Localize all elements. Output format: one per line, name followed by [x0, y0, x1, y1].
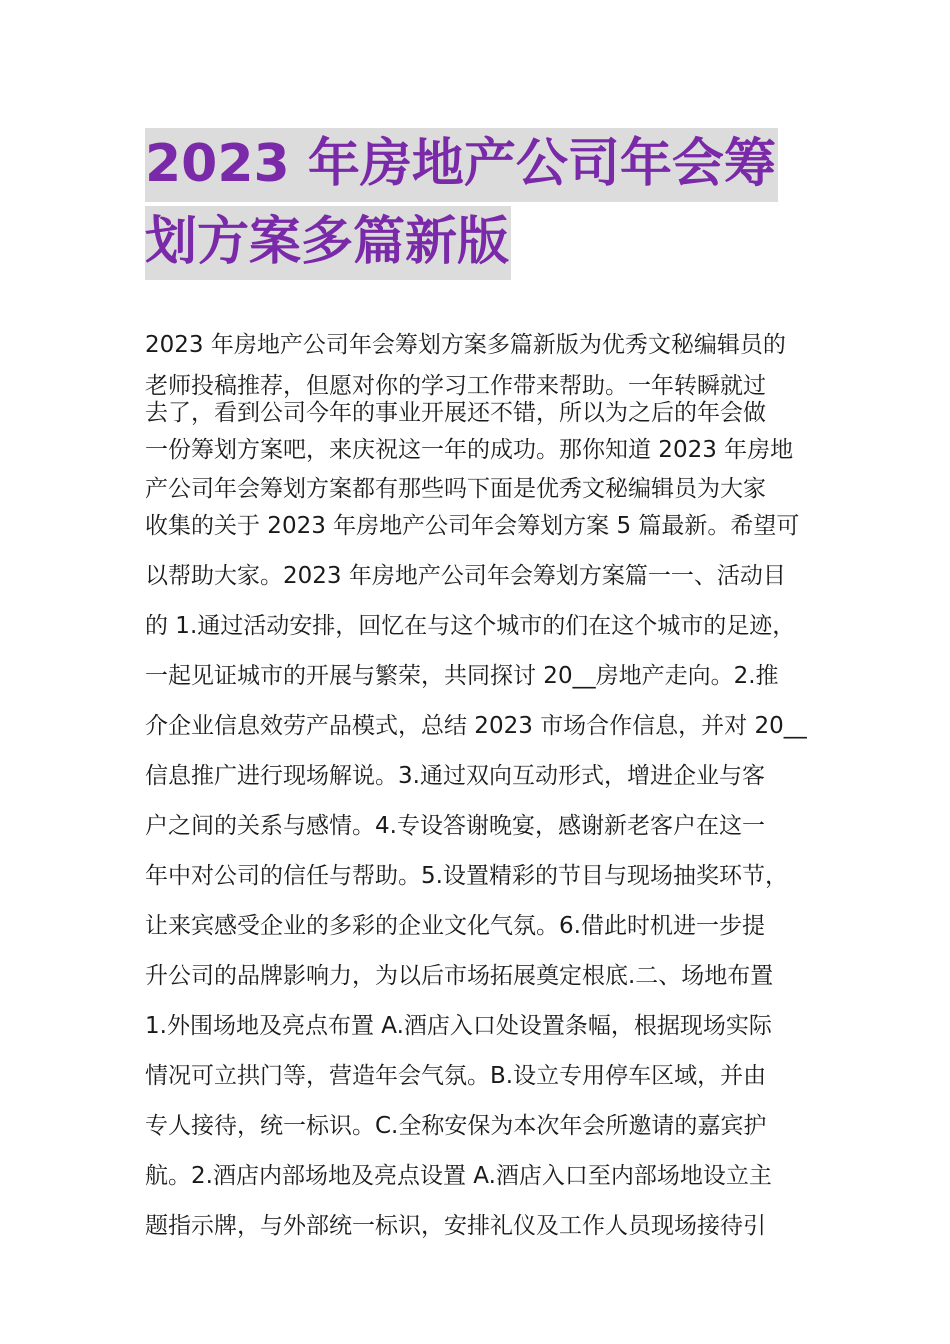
- body-line: 题指示牌，与外部统一标识，安排礼仪及工作人员现场接待引: [145, 1213, 766, 1239]
- body-line: 产公司年会筹划方案都有那些吗下面是优秀文秘编辑员为大家: [145, 476, 766, 502]
- title-line-2: 划方案多篇新版: [145, 206, 825, 282]
- body-line: 以帮助大家。2023 年房地产公司年会筹划方案篇一一、活动目: [145, 563, 786, 589]
- body-line: 一份筹划方案吧，来庆祝这一年的成功。那你知道 2023 年房地: [145, 437, 794, 463]
- title-line-1: 2023 年房地产公司年会筹: [145, 128, 825, 204]
- body-line: 去了，看到公司今年的事业开展还不错，所以为之后的年会做: [145, 400, 766, 426]
- body-line: 专人接待，统一标识。C.全称安保为本次年会所邀请的嘉宾护: [145, 1113, 767, 1139]
- body-line: 老师投稿推荐，但愿对你的学习工作带来帮助。一年转瞬就过: [145, 373, 766, 399]
- body-line: 收集的关于 2023 年房地产公司年会筹划方案 5 篇最新。希望可: [145, 513, 800, 539]
- body-line: 升公司的品牌影响力，为以后市场拓展奠定根底.二、场地布置: [145, 963, 774, 989]
- body-line: 介企业信息效劳产品模式，总结 2023 市场合作信息，并对 20__: [145, 713, 807, 739]
- document-body: [145, 333, 810, 1239]
- body-line: 航。2.酒店内部场地及亮点设置 A.酒店入口至内部场地设立主: [145, 1163, 772, 1189]
- body-line: 1.外围场地及亮点布置 A.酒店入口处设置条幅，根据现场实际: [145, 1013, 772, 1039]
- body-line: 2023 年房地产公司年会筹划方案多篇新版为优秀文秘编辑员的: [145, 332, 786, 358]
- body-line: 年中对公司的信任与帮助。5.设置精彩的节目与现场抽奖环节，: [145, 863, 788, 889]
- body-line: 信息推广进行现场解说。3.通过双向互动形式，增进企业与客: [145, 763, 765, 789]
- body-line: 户之间的关系与感情。4.专设答谢晚宴，感谢新老客户在这一: [145, 813, 765, 839]
- body-line: 的 1.通过活动安排，回忆在与这个城市的们在这个城市的足迹，: [145, 613, 796, 639]
- body-line: 情况可立拱门等，营造年会气氛。B.设立专用停车区域，并由: [145, 1063, 767, 1089]
- document-title: [145, 128, 825, 284]
- body-line: 一起见证城市的开展与繁荣，共同探讨 20__房地产走向。2.推: [145, 663, 779, 689]
- body-line: 让来宾感受企业的多彩的企业文化气氛。6.借此时机进一步提: [145, 913, 765, 939]
